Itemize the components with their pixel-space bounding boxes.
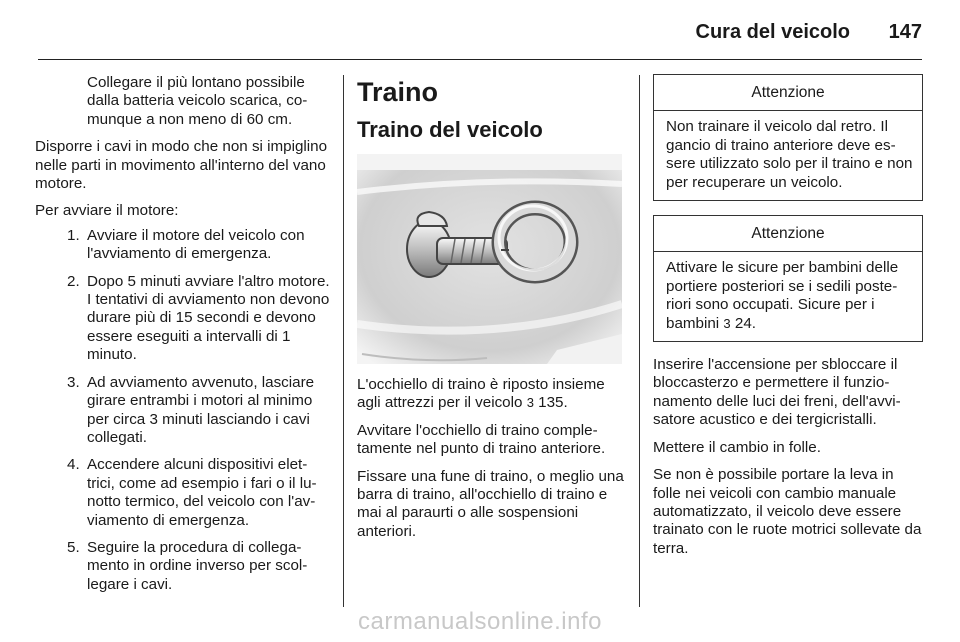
list-item-number: 5. [67, 538, 80, 556]
start-engine-intro: Per avviare il motore: [35, 202, 179, 220]
warning-title: Attenzione [654, 75, 922, 111]
towing-eye-storage-body: L'occhiello di traino è riposto insieme agli attrezzi per il veicolo [357, 376, 605, 412]
list-item-text: Ad avviamento avvenuto, lasciare girare entrambi i motori al minimo per circa 3 minuti lasciando i cavi collegati. [87, 373, 315, 446]
header-rule [38, 59, 922, 60]
list-item [35, 273, 330, 365]
towing-eye-icon [357, 154, 622, 364]
page-reference-number: 135. [538, 394, 568, 412]
warning-body: Non trainare il veicolo dal retro. Il gancio di traino anteriore deve essere utilizzato solo per il traino e non per recuperare un veicolo. [666, 118, 913, 191]
list-item-number: 1. [67, 226, 80, 244]
page-reference-icon: 3 [526, 395, 534, 411]
warning-body [654, 252, 922, 341]
watermark: carmanualsonline.info [358, 608, 602, 635]
list-item [35, 374, 330, 448]
column-divider-left [343, 75, 344, 607]
list-item-text: Seguire la procedura di collegamento in ordine inverso per scollegare i cavi. [87, 538, 308, 593]
page-reference-number: 24. [734, 314, 757, 332]
running-header-title: Cura del veicolo [695, 21, 850, 43]
warning-box [653, 215, 923, 342]
subsection-heading: Traino del veicolo [357, 117, 543, 142]
neutral-paragraph: Mettere il cambio in folle. [653, 438, 821, 456]
towing-eye-storage-text [357, 376, 627, 413]
warning-box [653, 74, 923, 201]
list-item-number: 2. [67, 272, 80, 290]
list-item [35, 456, 330, 530]
list-item-text: Avviare il motore del veicolo con l'avviamento di emergenza. [87, 226, 305, 263]
list-item-text: Dopo 5 minuti avviare l'altro motore. I tentativi di avviamento non devono durare più di 15 secondi e devono essere eseguiti a intervalli di 1 minuto. [87, 272, 330, 364]
warning-title: Attenzione [654, 216, 922, 252]
column-divider-right [639, 75, 640, 607]
jump-start-continued: Collegare il più lontano possibile dalla batteria veicolo scarica, comunque a non meno di 60 cm. [87, 74, 308, 128]
list-item-text: Accendere alcuni dispositivi elettrici, come ad esempio i fari o il lunotto termico, del veicolo con l'avviamento di emergenza. [87, 456, 317, 529]
ignition-paragraph: Inserire l'accensione per sbloccare il bloccasterzo e permettere il funzionamento delle luci dei freni, dell'avvisatore acustico e dei tergicristalli. [653, 356, 901, 429]
screw-in-eye-text: Avvitare l'occhiello di traino completamente nel punto di traino anteriore. [357, 421, 606, 458]
column-left [35, 74, 330, 603]
section-heading: Traino [357, 77, 439, 107]
list-item-number: 4. [67, 456, 80, 474]
towing-eye-illustration [357, 154, 622, 364]
page-reference-icon: 3 [723, 315, 731, 331]
cables-paragraph: Disporre i cavi in modo che non si impiglino nelle parti in movimento all'interno del vano motore. [35, 138, 328, 193]
warning-body-text: Attivare le sicure per bambini delle portiere posteriori se i sedili posteriori sono occupati. Sicure per i bambini [666, 259, 899, 332]
column-middle [357, 74, 627, 550]
automated-gearbox-paragraph: Se non è possibile portare la leva in folle nei veicoli con cambio manuale automatizzato, il veicolo deve essere trainato con le ruote motrici sollevate da terra. [653, 466, 922, 557]
start-steps-list [35, 227, 330, 594]
list-item-number: 3. [67, 373, 80, 391]
list-item [35, 539, 330, 594]
list-item [35, 227, 330, 264]
page-number: 147 [888, 21, 922, 43]
attach-tow-rope-text: Fissare una fune di traino, o meglio una barra di traino, all'occhiello di traino e mai al paraurti o alle sospensioni anteriori. [357, 467, 624, 540]
column-right [653, 74, 923, 567]
